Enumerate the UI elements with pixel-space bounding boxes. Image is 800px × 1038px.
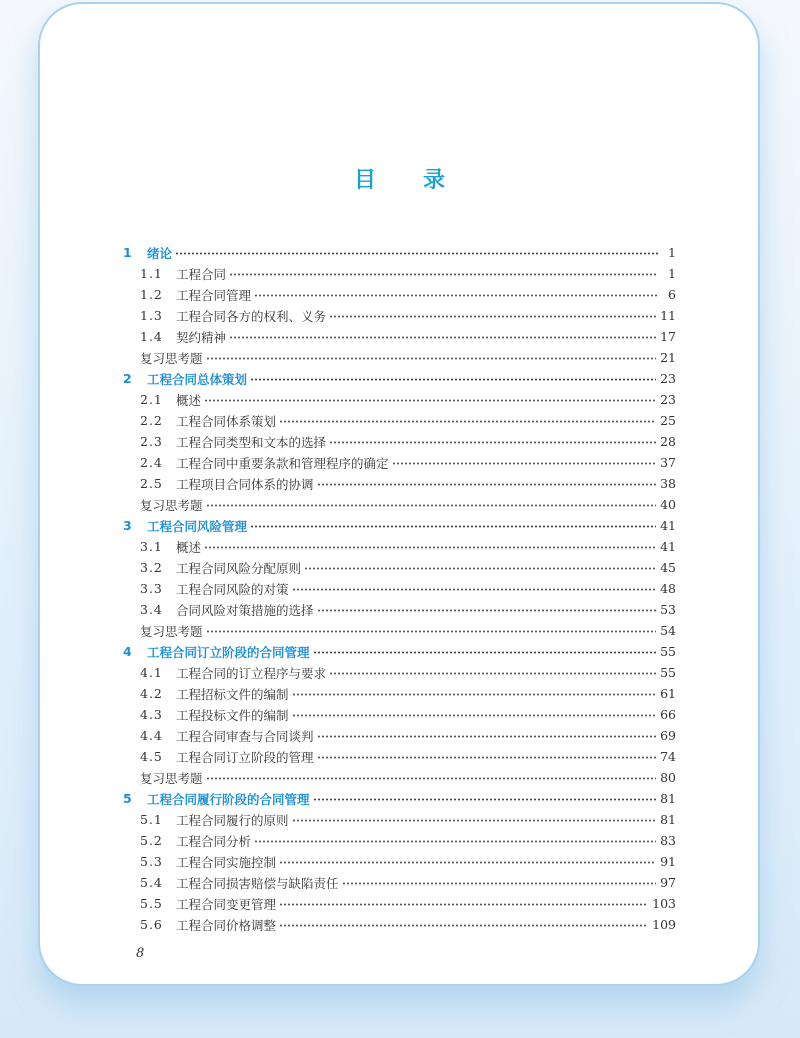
toc-section-entry[interactable] (120, 704, 676, 725)
toc-section-entry[interactable] (120, 830, 676, 851)
toc-section-entry[interactable] (120, 851, 676, 872)
toc-entry-page: 74 (660, 749, 676, 764)
toc-entry-page: 17 (660, 329, 676, 344)
toc-entry-number: 3 (123, 518, 132, 533)
toc-entry-number: 2.5 (140, 476, 163, 491)
toc-chapter-entry[interactable] (120, 515, 676, 536)
toc-entry-number: 3.1 (140, 539, 163, 554)
dot-leader (206, 357, 657, 360)
toc-entry-page: 80 (660, 770, 676, 785)
toc-entry-number: 4.1 (140, 665, 163, 680)
toc-section-entry[interactable] (120, 389, 676, 410)
dot-leader (204, 546, 656, 549)
toc-entry-number: 5.1 (140, 812, 163, 827)
dot-leader (250, 378, 656, 381)
dot-leader (229, 273, 658, 276)
toc-section-entry[interactable] (120, 872, 676, 893)
toc-entry-title: 工程合同实施控制 (176, 854, 277, 870)
toc-entry-label (123, 517, 247, 535)
dot-leader (279, 861, 656, 864)
toc-entry-number: 2 (123, 371, 132, 386)
toc-section-entry[interactable] (120, 599, 676, 620)
toc-entry-number: 3.2 (140, 560, 163, 575)
toc-entry-label (140, 706, 289, 724)
toc-entry-page: 40 (660, 497, 676, 512)
toc-entry-label (140, 622, 203, 640)
toc-entry-page: 103 (652, 896, 676, 911)
toc-entry-number: 1.1 (140, 266, 163, 281)
toc-entry-title: 复习思考题 (140, 497, 203, 513)
toc-entry-label (140, 559, 301, 577)
toc-entry-number: 5.2 (140, 833, 163, 848)
dot-leader (206, 504, 657, 507)
toc-entry-title: 复习思考题 (140, 350, 203, 366)
toc-entry-label (140, 664, 326, 682)
dot-leader (317, 483, 657, 486)
toc-entry-title: 工程合同各方的权利、义务 (176, 308, 327, 324)
toc-entry-page: 81 (660, 812, 676, 827)
toc-entry-label (140, 307, 326, 325)
table-of-contents (120, 242, 676, 935)
toc-entry-page: 6 (668, 287, 676, 302)
toc-entry-title: 工程项目合同体系的协调 (176, 476, 314, 492)
toc-entry-label (140, 580, 289, 598)
toc-entry-title: 复习思考题 (140, 623, 203, 639)
toc-entry-number: 4.3 (140, 707, 163, 722)
dot-leader (250, 525, 656, 528)
toc-section-entry[interactable] (120, 410, 676, 431)
toc-entry-title: 工程合同类型和文本的选择 (176, 434, 327, 450)
toc-entry-title: 工程合同 (176, 266, 227, 282)
toc-entry-number: 2.3 (140, 434, 163, 449)
toc-section-entry[interactable] (120, 914, 676, 935)
toc-entry-label (140, 328, 226, 346)
dot-leader (304, 567, 656, 570)
toc-entry-title: 概述 (176, 539, 202, 555)
toc-entry-label (140, 349, 203, 367)
toc-entry-label (140, 748, 314, 766)
dot-leader (175, 252, 658, 255)
toc-entry-page: 55 (660, 665, 676, 680)
toc-entry-number: 4.4 (140, 728, 163, 743)
toc-section-entry[interactable] (120, 893, 676, 914)
toc-entry-page: 55 (660, 644, 676, 659)
toc-entry-number: 2.2 (140, 413, 163, 428)
dot-leader (229, 336, 656, 339)
toc-title (0, 163, 800, 194)
toc-entry-title: 绪论 (147, 245, 173, 261)
toc-entry-page: 28 (660, 434, 676, 449)
toc-entry-label (140, 685, 289, 703)
dot-leader (254, 294, 658, 297)
toc-entry-number: 2.1 (140, 392, 163, 407)
toc-entry-page: 97 (660, 875, 676, 890)
toc-section-entry[interactable] (120, 683, 676, 704)
toc-entry-label (140, 811, 289, 829)
toc-entry-title: 工程合同体系策划 (176, 413, 277, 429)
toc-entry-page: 41 (660, 518, 676, 533)
toc-entry-title: 工程合同中重要条款和管理程序的确定 (176, 455, 389, 471)
toc-entry-page: 23 (660, 371, 676, 386)
toc-section-entry[interactable] (120, 725, 676, 746)
toc-entry-label (140, 454, 389, 472)
toc-entry-number: 4.5 (140, 749, 163, 764)
toc-entry-label (140, 769, 203, 787)
toc-entry-page: 54 (660, 623, 676, 638)
toc-entry-title: 工程合同审查与合同谈判 (176, 728, 314, 744)
toc-entry-page: 41 (660, 539, 676, 554)
dot-leader (317, 756, 657, 759)
toc-entry-number: 5.3 (140, 854, 163, 869)
toc-entry-label (123, 643, 310, 661)
dot-leader (206, 630, 657, 633)
toc-entry-title: 工程合同风险分配原则 (176, 560, 302, 576)
toc-entry-label (140, 895, 276, 913)
toc-chapter-entry[interactable] (120, 242, 676, 263)
toc-chapter-entry[interactable] (120, 788, 676, 809)
toc-section-entry[interactable] (120, 473, 676, 494)
toc-review-entry[interactable] (120, 347, 676, 368)
toc-review-entry[interactable] (120, 620, 676, 641)
toc-section-entry[interactable] (120, 536, 676, 557)
toc-section-entry[interactable] (120, 746, 676, 767)
dot-leader (292, 693, 657, 696)
toc-entry-number: 4.2 (140, 686, 163, 701)
toc-entry-label (123, 370, 247, 388)
toc-entry-page: 83 (660, 833, 676, 848)
toc-entry-number: 3.3 (140, 581, 163, 596)
dot-leader (204, 399, 656, 402)
dot-leader (317, 609, 657, 612)
toc-entry-label (140, 265, 226, 283)
toc-section-entry[interactable] (120, 662, 676, 683)
toc-entry-title: 工程投标文件的编制 (176, 707, 289, 723)
toc-entry-number: 4 (123, 644, 132, 659)
dot-leader (254, 840, 656, 843)
toc-entry-label (140, 538, 201, 556)
toc-entry-title: 工程合同风险管理 (147, 518, 248, 534)
toc-section-entry[interactable] (120, 557, 676, 578)
dot-leader (279, 420, 656, 423)
toc-chapter-entry[interactable] (120, 641, 676, 662)
toc-entry-page: 66 (660, 707, 676, 722)
toc-entry-label (140, 853, 276, 871)
toc-entry-page: 1 (668, 245, 676, 260)
toc-entry-label (140, 727, 314, 745)
toc-entry-label (140, 433, 326, 451)
toc-entry-page: 25 (660, 413, 676, 428)
toc-entry-label (140, 391, 201, 409)
toc-entry-page: 91 (660, 854, 676, 869)
toc-entry-label (140, 916, 276, 934)
toc-entry-title: 概述 (176, 392, 202, 408)
toc-section-entry[interactable] (120, 326, 676, 347)
toc-entry-number: 5 (123, 791, 132, 806)
toc-entry-number: 5.5 (140, 896, 163, 911)
toc-entry-label (123, 790, 310, 808)
toc-entry-label (140, 412, 276, 430)
toc-entry-page: 109 (652, 917, 676, 932)
toc-entry-title: 复习思考题 (140, 770, 203, 786)
toc-entry-title: 工程合同履行的原则 (176, 812, 289, 828)
toc-entry-title: 工程合同变更管理 (176, 896, 277, 912)
toc-entry-title: 工程合同订立阶段的合同管理 (147, 644, 310, 660)
toc-entry-page: 48 (660, 581, 676, 596)
toc-entry-title: 合同风险对策措施的选择 (176, 602, 314, 618)
toc-entry-page: 69 (660, 728, 676, 743)
toc-entry-page: 45 (660, 560, 676, 575)
toc-entry-page: 61 (660, 686, 676, 701)
toc-chapter-entry[interactable] (120, 368, 676, 389)
toc-entry-label (140, 496, 203, 514)
toc-review-entry[interactable] (120, 767, 676, 788)
dot-leader (279, 903, 648, 906)
toc-entry-label (140, 286, 251, 304)
dot-leader (329, 441, 656, 444)
toc-entry-title: 工程合同总体策划 (147, 371, 248, 387)
toc-entry-number: 1.3 (140, 308, 163, 323)
toc-entry-number: 5.6 (140, 917, 163, 932)
toc-entry-page: 81 (660, 791, 676, 806)
toc-entry-label (140, 475, 314, 493)
dot-leader (392, 462, 657, 465)
toc-entry-number: 1.4 (140, 329, 163, 344)
dot-leader (317, 735, 657, 738)
toc-section-entry[interactable] (120, 431, 676, 452)
toc-entry-title: 工程合同损害赔偿与缺陷责任 (176, 875, 339, 891)
toc-section-entry[interactable] (120, 263, 676, 284)
toc-title-char: 录 (423, 167, 447, 193)
toc-entry-title: 工程合同管理 (176, 287, 252, 303)
dot-leader (313, 798, 657, 801)
toc-entry-title: 工程合同分析 (176, 833, 252, 849)
dot-leader (279, 924, 648, 927)
toc-entry-page: 53 (660, 602, 676, 617)
dot-leader (292, 588, 657, 591)
toc-entry-title: 工程合同履行阶段的合同管理 (147, 791, 310, 807)
toc-section-entry[interactable] (120, 305, 676, 326)
toc-entry-page: 21 (660, 350, 676, 365)
toc-entry-page: 23 (660, 392, 676, 407)
toc-entry-number: 1 (123, 245, 132, 260)
toc-entry-title: 工程招标文件的编制 (176, 686, 289, 702)
dot-leader (292, 819, 657, 822)
dot-leader (292, 714, 657, 717)
dot-leader (329, 672, 656, 675)
toc-entry-label (140, 874, 339, 892)
toc-entry-label (123, 244, 172, 262)
toc-section-entry[interactable] (120, 809, 676, 830)
toc-entry-label (140, 601, 314, 619)
toc-section-entry[interactable] (120, 284, 676, 305)
toc-entry-page: 11 (660, 308, 676, 323)
toc-entry-label (140, 832, 251, 850)
dot-leader (329, 315, 656, 318)
toc-title-char: 目 (353, 167, 377, 193)
toc-entry-title: 契约精神 (176, 329, 227, 345)
page-number: 8 (136, 946, 145, 961)
toc-entry-title: 工程合同的订立程序与要求 (176, 665, 327, 681)
toc-entry-title: 工程合同订立阶段的管理 (176, 749, 314, 765)
dot-leader (313, 651, 657, 654)
toc-entry-title: 工程合同价格调整 (176, 917, 277, 933)
toc-entry-page: 38 (660, 476, 676, 491)
toc-review-entry[interactable] (120, 494, 676, 515)
dot-leader (342, 882, 657, 885)
toc-section-entry[interactable] (120, 578, 676, 599)
toc-entry-number: 3.4 (140, 602, 163, 617)
toc-entry-number: 1.2 (140, 287, 163, 302)
toc-entry-number: 2.4 (140, 455, 163, 470)
toc-entry-page: 1 (668, 266, 676, 281)
dot-leader (206, 777, 657, 780)
toc-section-entry[interactable] (120, 452, 676, 473)
toc-entry-page: 37 (660, 455, 676, 470)
toc-entry-number: 5.4 (140, 875, 163, 890)
toc-entry-title: 工程合同风险的对策 (176, 581, 289, 597)
